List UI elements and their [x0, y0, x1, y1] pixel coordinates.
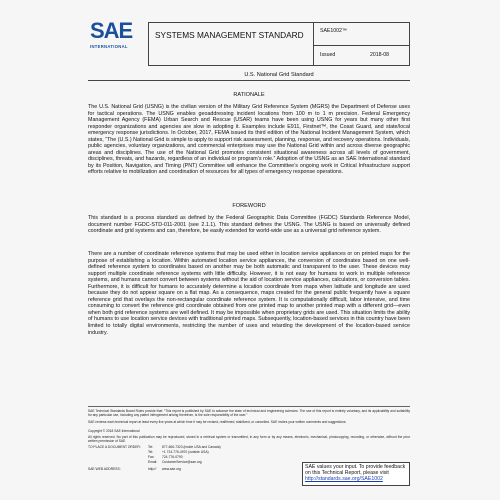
tel-inside-usa: 877-606-7323 (inside USA and Canada)	[162, 445, 221, 449]
order-label: TO PLACE A DOCUMENT ORDER:	[88, 445, 141, 449]
email-label: Email:	[148, 460, 158, 464]
footer-copyright: Copyright © 2018 SAE International	[88, 429, 140, 433]
sae-logo-subtext: INTERNATIONAL	[90, 44, 128, 49]
tel-label: Tel:	[148, 445, 154, 449]
feedback-box	[302, 462, 410, 486]
footer-board-rules: SAE Technical Standards Board Rules provide that: “This report is published by SAE to advance the state of technical and engineering sciences. The use of this report is entirely voluntary, and its applicability and suitability for any particular use, including any patent infringement arising therefrom, is the sole responsibility of the user.”	[88, 409, 410, 418]
header-title-box	[148, 22, 314, 66]
header-meta-box	[314, 22, 410, 66]
feedback-line-2: on this Technical Report, please visit	[305, 470, 389, 477]
foreword-paragraph-1: This standard is a process standard as defined by the Federal Geographic Data Committee (FGDC) Standards Reference Model, document number FGDC-STD-011-2001 (see 2.1.1). This standard defines the USNG. The USNG is based on universally defined coordinate and grid systems and can, therefore, be easily extended for world-wide use as a universal grid reference system.	[88, 215, 410, 235]
foreword-paragraph-2: There are a number of coordinate reference systems that may be used either in location service appliances or on printed maps for the purpose of establishing a location. Within automated location service appliances, the conversion of coordinates based on one well-defined reference system to coordinates based on another may be both automatic and transparent to the user. These devices may support multiple coordinate reference systems with little difficulty. However, it is not easy for humans to work in multiple reference systems, and humans cannot convert between systems without the aid of location service appliances, calculators, or conversion tables. Furthermore, it is difficult for humans to accurately determine a location coordinate from maps when latitude and longitude are used because they do not appear square on a flat map. As a consequence, maps created for the general public frequently have a square reference grid that overlays the non-rectangular coordinate reference system. It is computationally difficult, labor intensive, and time consuming to convert the reference grid coordinate obtained from one printed map to another printed map with a different grid—even when both grid reference systems are well defined. It may be impossible when proprietary grids are used. This situation limits the ability of humans to use location service devices with traditional printed maps. Subsequently, location-based services in this country have been limited to totally digital environments, restricting the number of uses and retarding the development of the location-based service industry.	[88, 251, 410, 336]
tel2-label: Tel:	[148, 450, 154, 454]
header-divider	[314, 45, 410, 46]
footer-divider	[88, 406, 410, 407]
document-subtitle: U.S. National Grid Standard	[244, 72, 314, 78]
rationale-heading: RATIONALE	[233, 92, 265, 98]
document-number: SAE1002™	[320, 28, 348, 34]
feedback-link[interactable]: http://standards.sae.org/SAE1002	[305, 476, 383, 483]
footer-rights: All rights reserved. No part of this publication may be reproduced, stored in a retrieval system or transmitted, in any form or by any means, electronic, mechanical, photocopying, recording, or otherwise, without the prior written permission of SAE.	[88, 435, 410, 444]
issued-date: 2018-08	[370, 52, 390, 58]
issued-label: Issued	[320, 52, 336, 58]
fax-label: Fax:	[148, 455, 155, 459]
sae-logo-mark: SAE	[90, 18, 133, 43]
foreword-heading: FOREWORD	[232, 203, 266, 209]
sae-logo	[90, 20, 140, 54]
document-type-title: SYSTEMS MANAGEMENT STANDARD	[155, 30, 304, 40]
subtitle-divider	[88, 80, 410, 81]
footer-review-note: SAE reviews each technical report at least every five years at which time it may be revised, reaffirmed, stabilized, or cancelled. SAE invites your written comments and suggestions.	[88, 420, 347, 424]
email-link[interactable]: CustomerService@sae.org	[162, 460, 202, 464]
web-url-label: http://	[148, 467, 157, 471]
rationale-paragraph: The U.S. National Grid (USNG) is the civilian version of the Military Grid Reference System (MGRS) the Department of Defense uses for tactical operations. The USNG enables geoaddressing incident locations from 100 m to 1 m precision. Federal Emergency Management Agency (FEMA) Urban Search and Rescue (USAR) teams have been using USNG for years but many other first responder organizations and agencies are slow in adopting it. Examples include E911, Firstnet™, the Coast Guard, and state/local emergency response jurisdictions. In October, 2017, FEMA issued its third edition of the National Incident Management System, which states, “The (U.S.) National Grid is simple to apply to support risk assessment, planning, response, and recovery operations. Individuals, public agencies, voluntary organizations, and commercial enterprises may use the National Grid within and across diverse geographic areas and disciplines. The use of the National Grid promotes consistent situational awareness across all levels of government, disciplines, threats, and hazards, regardless of an individual or program’s role.” Adoption of the USNG as an SAE International standard by its Position, Navigation, and Timing (PNT) Committee will enhance the Committee’s ongoing work in Critical Infrastructure support efforts relative to mobilization and coordination of resources for all types of emergency response operations.	[88, 104, 410, 176]
web-address-label: SAE WEB ADDRESS:	[88, 467, 121, 471]
web-address-link[interactable]: www.sae.org	[162, 467, 181, 471]
tel-outside-usa: +1 724-776-4970 (outside USA)	[162, 450, 209, 454]
fax-number: 724-776-0790	[162, 455, 183, 459]
feedback-line-1: SAE values your input. To provide feedback	[305, 464, 406, 470]
